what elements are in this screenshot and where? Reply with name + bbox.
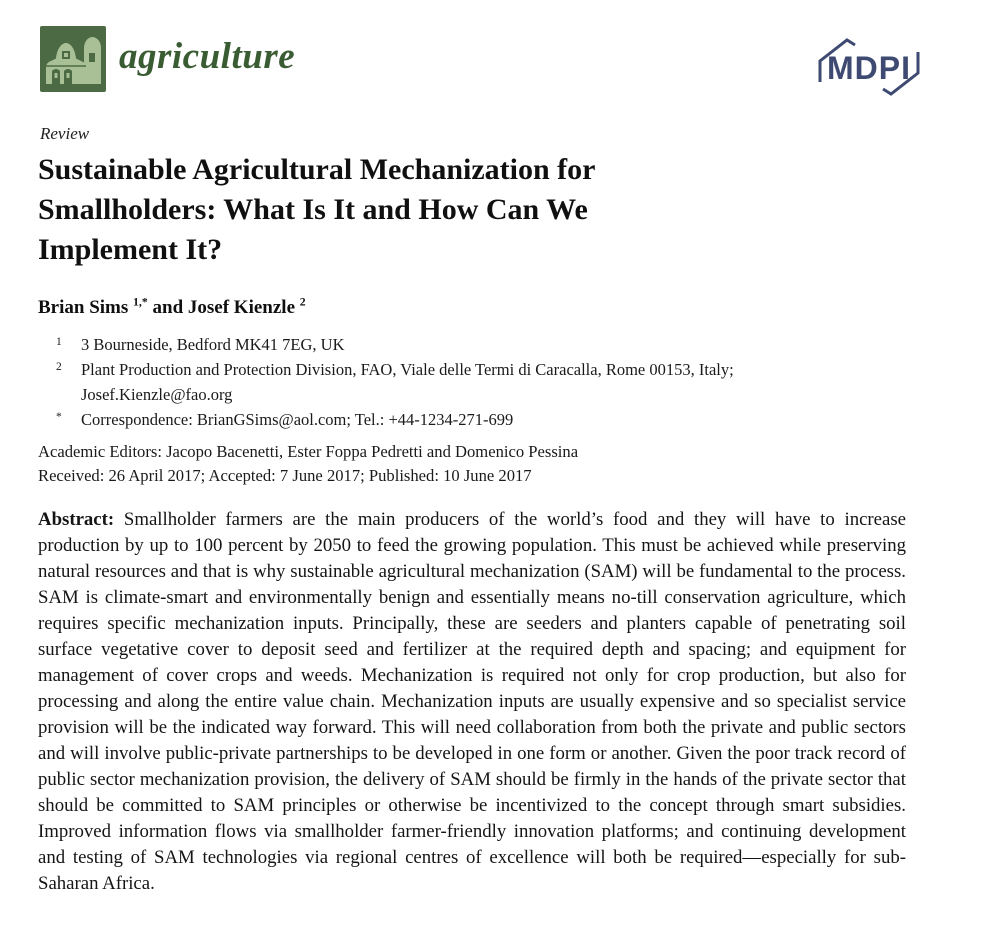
author-2-name: Josef Kienzle: [187, 297, 295, 318]
author-1-superscript: 1,*: [133, 295, 148, 309]
mdpi-wordmark: MDPI: [827, 50, 911, 86]
abstract-text: Smallholder farmers are the main producers of the world’s food and they will have to increase production by up to 100 percent by 2050 to feed the growing population. This must be achieved while preserving natural resources and that is why sustainable agricultural mechanization (SAM) will be fundamental to the process. SAM is climate-smart and environmentally benign and essentially means no-till conservation agriculture, which requires specific mechanization inputs. Principally, these are seeders and planters capable of penetrating soil surface vegetative cover to deposit seed and fertilizer at the required depth and spacing; and equipment for management of cover crops and weeds. Mechanization is required not only for crop production, but also for processing and along the entire value chain. Mechanization inputs are usually expensive and so specialist service provision will be the indicated way forward. This will need collaboration from both the private and public sectors and will involve public-private partnerships to be developed in one form or another. Given the poor track record of public sector mechanization provision, the delivery of SAM should be firmly in the hands of the private sector that should be committed to SAM principles or otherwise be incentivized to the concept through smart subsidies. Improved information flows via smallholder farmer-friendly innovation platforms; and continuing development and testing of SAM technologies via regional centres of excellence will both be required—especially for sub-Saharan Africa.: [38, 509, 907, 894]
authors-connector: and: [147, 297, 188, 318]
journal-logo: [40, 26, 295, 92]
authors-line: [38, 297, 306, 319]
affiliation-marker: 1: [56, 336, 62, 348]
title-line-2: Smallholders: What Is It and How Can We: [38, 193, 588, 226]
article-type-label: Review: [40, 124, 90, 143]
affiliation-marker: *: [56, 411, 62, 423]
affiliation-text: 3 Bourneside, Bedford MK41 7EG, UK: [81, 335, 345, 354]
affiliation-text: [81, 357, 906, 407]
title-line-1: Sustainable Agricultural Mechanization for: [38, 153, 596, 186]
correspondence-text: Correspondence: BrianGSims@aol.com; Tel.: +44-1234-271-699: [81, 410, 514, 429]
affiliations-list: [56, 332, 906, 432]
academic-editors-line: Academic Editors: Jacopo Bacenetti, Ester Foppa Pedretti and Domenico Pessina: [38, 442, 579, 461]
author-1-name: Brian Sims: [38, 297, 129, 318]
abstract-label: Abstract:: [38, 509, 115, 530]
barn-icon: [40, 26, 106, 92]
affiliation-row-correspondence: [56, 407, 906, 432]
received-accepted-published-line: Received: 26 April 2017; Accepted: 7 June 2017; Published: 10 June 2017: [38, 466, 532, 485]
title-line-3: Implement It?: [38, 233, 223, 266]
affiliation-email: Josef.Kienzle@fao.org: [81, 385, 233, 404]
editorial-info: [38, 440, 578, 488]
author-2-superscript: 2: [299, 295, 306, 309]
mdpi-logo: [810, 32, 928, 102]
affiliation-text-line-1: Plant Production and Protection Division, FAO, Viale delle Termi di Caracalla, Rome 00153, Italy;: [81, 360, 734, 379]
abstract: [38, 507, 906, 897]
affiliation-row-2: [56, 357, 906, 407]
page-title: [38, 150, 798, 270]
journal-name: agriculture: [119, 35, 296, 77]
affiliation-row-1: [56, 332, 906, 357]
affiliation-marker: 2: [56, 361, 62, 373]
